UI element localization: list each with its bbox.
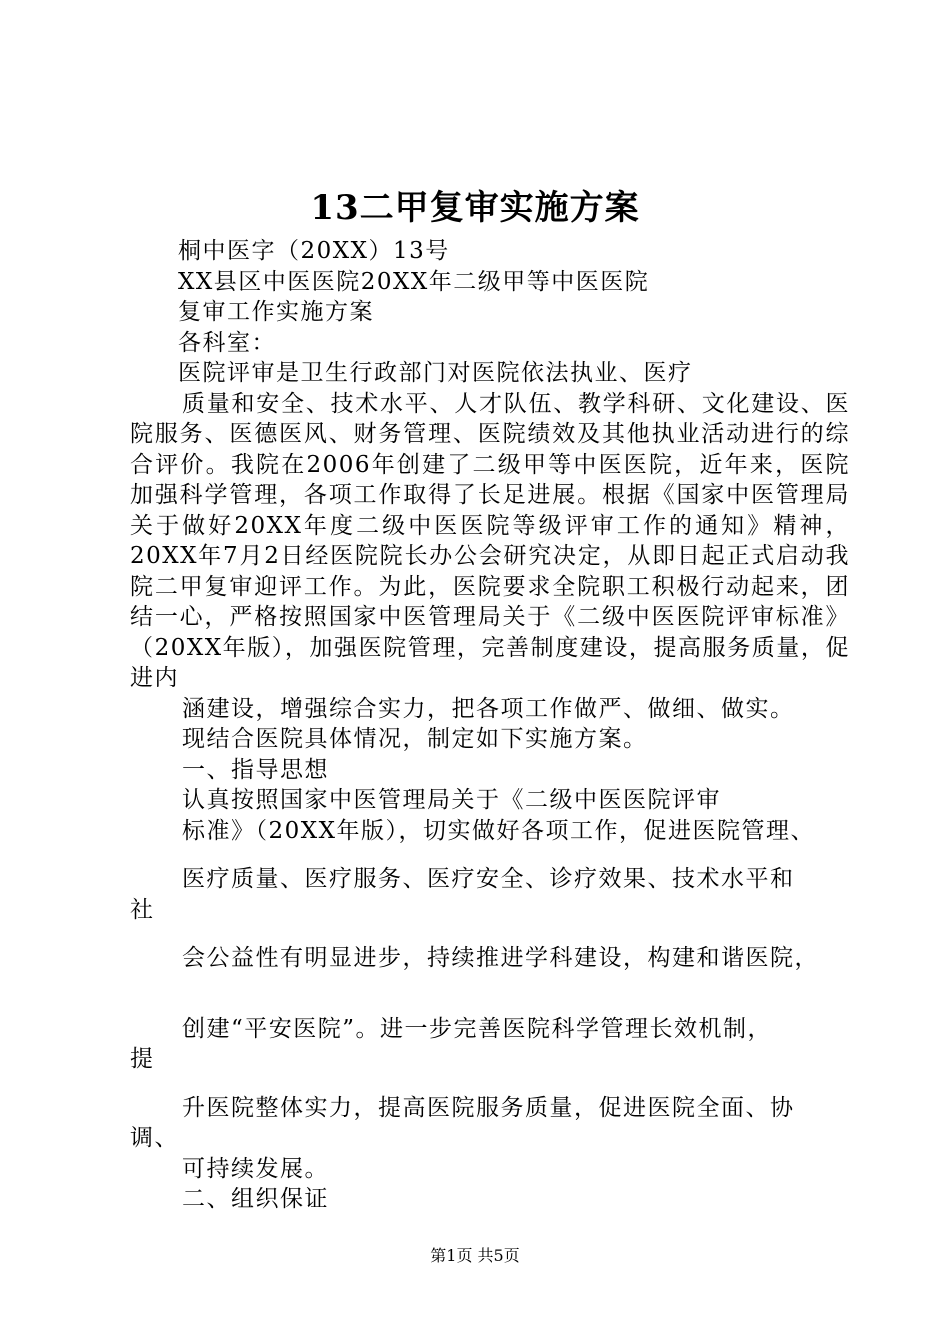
- doc-subtitle-line-2: 复审工作实施方案: [178, 299, 374, 325]
- section-heading-2: 二、组织保证: [182, 1186, 329, 1212]
- doc-number: 桐中医字（20XX）13号: [178, 238, 450, 264]
- text-line: 标准》（20XX年版），切实做好各项工作，促进医院管理、: [182, 817, 816, 844]
- wrapped-line-main: 会公益性有明显进步，持续推进学科建设，构建和谐医院，: [182, 945, 819, 971]
- wrapped-line: [130, 1014, 850, 1075]
- document-title: 13二甲复审实施方案: [310, 188, 640, 228]
- wrapped-line: [130, 943, 850, 974]
- wrapped-line: [130, 1093, 850, 1154]
- text-line: 可持续发展。: [182, 1155, 329, 1182]
- page-footer: 第1页 共5页: [430, 1246, 520, 1265]
- text-line: 现结合医院具体情况，制定如下实施方案。: [182, 726, 648, 752]
- doc-salutation: 各科室：: [178, 329, 276, 356]
- wrapped-line-main: 医疗质量、医疗服务、医疗安全、诊疗效果、技术水平和: [182, 866, 795, 892]
- doc-subtitle-line-1: XX县区中医医院20XX年二级甲等中医医院: [178, 268, 650, 295]
- wrapped-line-tail: 社: [130, 896, 155, 923]
- wrapped-line-main: 创建“平安医院”。进一步完善医院科学管理长效机制，: [182, 1015, 773, 1042]
- section-heading-1: 一、指导思想: [182, 756, 329, 783]
- para1-body: 质量和安全、技术水平、人才队伍、教学科研、文化建设、医院服务、医德医风、财务管理、医院绩效及其他执业活动进行的综合评价。我院在2006年创建了二级甲等中医医院，近年来，医院加强科学管理，各项工作取得了长足进展。根据《国家中医管理局关于做好20XX年度二级中医医院等级评审工作的通知》精神，20XX年7月2日经医院院长办公会研究决定，从即日起正式启动我院二甲复审迎评工作。为此，医院要求全院职工积极行动起来，团结一心，严格按照国家中医管理局关于《二级中医医院评审标准》（20XX年版），加强医院管理，完善制度建设，提高服务质量，促进内: [130, 390, 850, 691]
- wrapped-line: [130, 864, 850, 925]
- text-line: 涵建设，增强综合实力，把各项工作做严、做细、做实。: [182, 695, 795, 722]
- wrapped-line-tail: 提: [130, 1046, 155, 1072]
- document-body: [130, 236, 850, 1215]
- text-line: 认真按照国家中医管理局关于《二级中医医院评审: [182, 787, 721, 813]
- para1-first-line: 医院评审是卫生行政部门对医院依法执业、医疗: [178, 360, 693, 386]
- wrapped-line-tail: 调、: [130, 1125, 179, 1151]
- wrapped-line-main: 升医院整体实力，提高医院服务质量，促进医院全面、协: [182, 1094, 795, 1121]
